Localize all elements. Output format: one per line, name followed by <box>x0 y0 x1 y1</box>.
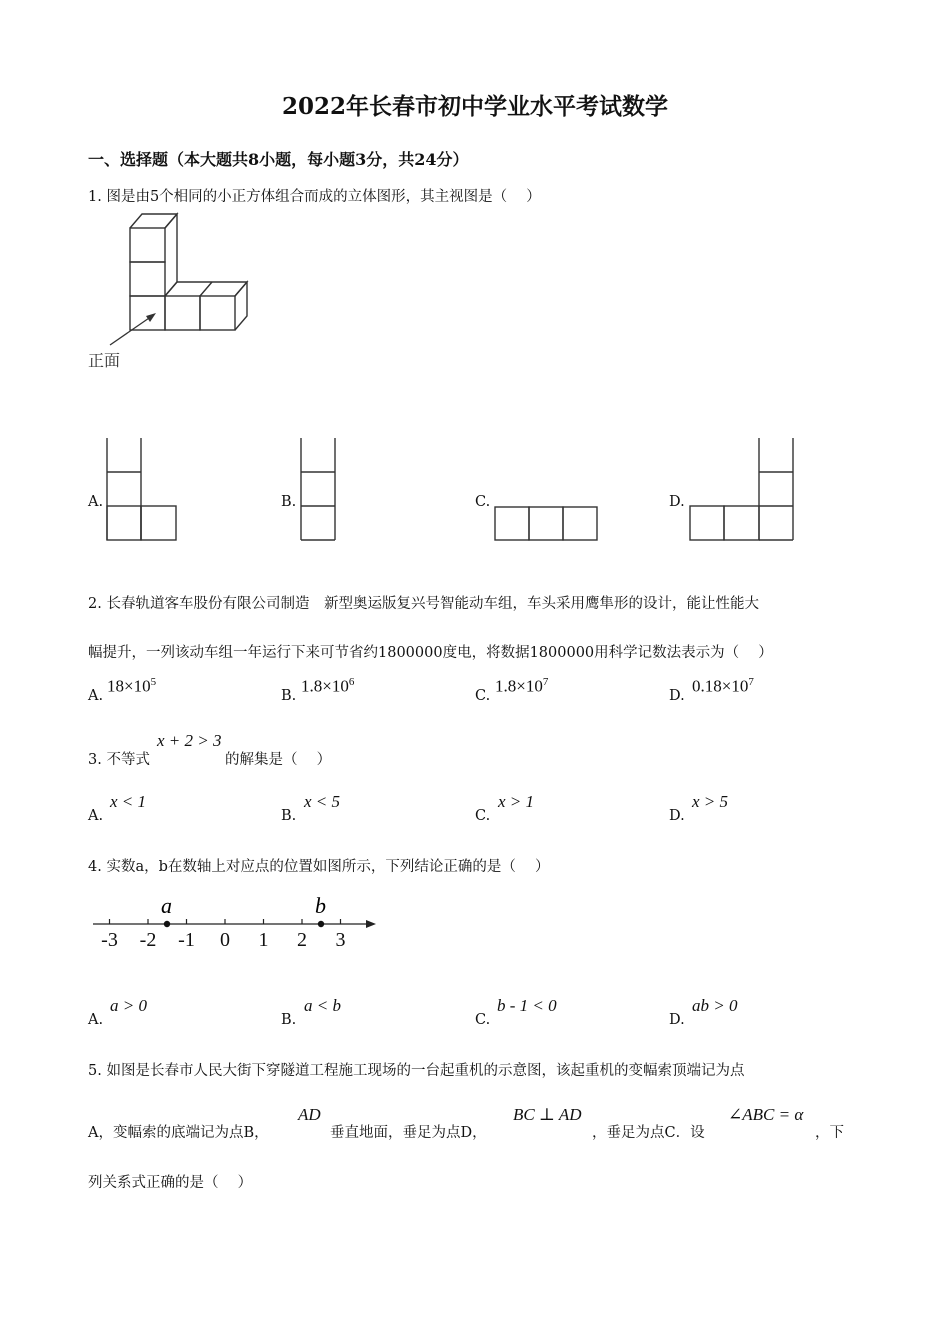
q4-option-c-value[interactable]: b - 1 < 0 <box>497 996 557 1015</box>
q3-option-a-label[interactable]: A. <box>88 808 104 824</box>
question-3-prefix: 3. 不等式 <box>88 752 150 768</box>
q4-option-d-label[interactable]: D. <box>669 1012 685 1028</box>
axis-tick-label: 3 <box>335 929 346 951</box>
question-2-line-2: 幅提升，一列该动车组一年运行下来可节省约1800000度电，将数据1800000用科学记数法表示为（ ） <box>88 645 773 661</box>
question-5-line-2d: ，下 <box>815 1125 844 1141</box>
q2-option-a-label[interactable]: A. <box>88 688 104 704</box>
axis-tick-label: 1 <box>258 929 269 951</box>
question-5-line-2c: ，垂足为点C．设 <box>592 1125 705 1141</box>
q2-option-c-value[interactable]: $1.8\times 10^7$ <box>495 676 549 696</box>
q3-option-a-value[interactable]: x < 1 <box>110 792 147 811</box>
axis-tick-label: -3 <box>101 929 118 951</box>
axis-tick-label: 2 <box>297 929 307 951</box>
q3-option-b-label[interactable]: B. <box>281 808 297 824</box>
q3-option-d-value[interactable]: x > 5 <box>692 792 729 811</box>
q1-option-d-label[interactable]: D. <box>669 494 685 510</box>
point-a-dot <box>164 921 170 927</box>
question-5-line-2a: A，变幅索的底端记为点B， <box>88 1125 269 1141</box>
q2-option-b-value[interactable]: $1.8\times 10^6$ <box>301 676 355 696</box>
q2-option-d-value[interactable]: $0.18\times 10^7$ <box>692 676 754 696</box>
question-5-math-angle: ∠ABC = α <box>728 1105 804 1124</box>
question-1-text: 1. 图是由5个相同的小正方体组合而成的立体图形，其主视图是（ ） <box>88 189 541 205</box>
q3-option-c-label[interactable]: C. <box>475 808 491 824</box>
q2-option-a-value[interactable]: $18\times 10^5$ <box>107 676 157 696</box>
q4-option-b-label[interactable]: B. <box>281 1012 297 1028</box>
axis-tick-label: -1 <box>178 929 195 951</box>
question-5-math-ad: AD <box>298 1105 321 1124</box>
page-title: 2022年长春市初中学业水平考试数学 <box>281 93 668 120</box>
question-5-line-3: 列关系式正确的是（ ） <box>88 1175 253 1191</box>
q4-option-c-label[interactable]: C. <box>475 1012 491 1028</box>
q4-option-d-value[interactable]: ab > 0 <box>692 996 738 1015</box>
point-a-label: a <box>161 893 172 918</box>
q2-option-d-label[interactable]: D. <box>669 688 685 704</box>
q4-option-a-label[interactable]: A. <box>88 1012 104 1028</box>
question-3-suffix: 的解集是（ ） <box>225 752 332 768</box>
q4-option-b-value[interactable]: a < b <box>304 996 341 1015</box>
q2-option-b-label[interactable]: B. <box>281 688 297 704</box>
q3-option-d-label[interactable]: D. <box>669 808 685 824</box>
question-2-line-1: 2. 长春轨道客车股份有限公司制造 新型奥运版复兴号智能动车组，车头采用鹰隼形的设计，能让性能大 <box>88 596 759 612</box>
question-5-line-1: 5. 如图是长春市人民大街下穿隧道工程施工现场的一台起重机的示意图，该起重机的变幅索顶端记为点 <box>88 1063 745 1079</box>
axis-tick-label: 0 <box>220 929 230 951</box>
q1-option-c-label[interactable]: C. <box>475 494 491 510</box>
point-b-label: b <box>315 893 326 918</box>
section-heading: 一、选择题（本大题共8小题，每小题3分，共24分） <box>88 150 469 169</box>
question-3-inequality: x + 2 > 3 <box>157 731 222 750</box>
question-4-text: 4. 实数a，b在数轴上对应点的位置如图所示，下列结论正确的是（ ） <box>88 859 550 875</box>
point-b-dot <box>318 921 324 927</box>
q4-option-a-value[interactable]: a > 0 <box>110 996 147 1015</box>
question-5-math-perp: BC ⊥ AD <box>513 1105 582 1124</box>
front-label: 正面 <box>88 351 121 370</box>
q2-option-c-label[interactable]: C. <box>475 688 491 704</box>
q3-option-b-value[interactable]: x < 5 <box>304 792 341 811</box>
axis-tick-label: -2 <box>139 929 157 951</box>
q1-option-b-label[interactable]: B. <box>281 494 297 510</box>
question-5-line-2b: 垂直地面，垂足为点D， <box>330 1125 487 1141</box>
q1-option-a-label[interactable]: A. <box>88 494 104 510</box>
q3-option-c-value[interactable]: x > 1 <box>498 792 535 811</box>
